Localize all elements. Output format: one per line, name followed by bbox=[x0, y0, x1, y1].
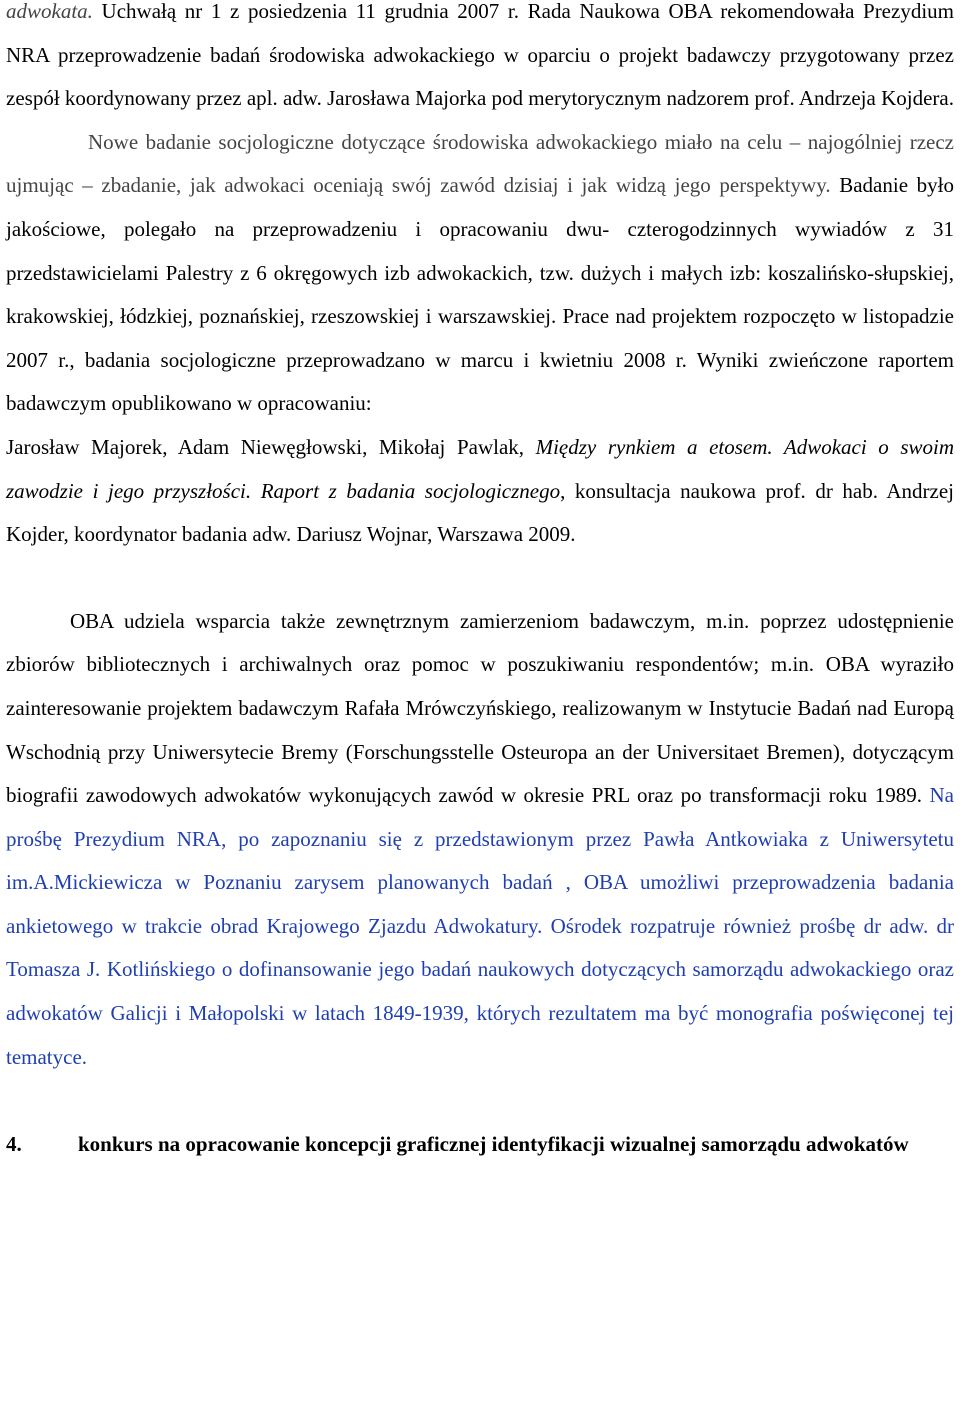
external-research-text: OBA udziela wsparcia także zewnętrznym zamierzeniom badawczym, m.in. poprzez udostępnienie zbiorów bibliotecznych i archiwalnych oraz pomoc w poszukiwaniu respondentów; m.in. OBA wyraziło zainteresowanie projektem badawczym Rafała Mrówczyńskiego, realizowanym w Instytucie Badań nad Europą Wschodnią przy Uniwersytecie Bremy (Forschungsstelle Osteuropa an der Universitaet Bremen), dotyczącym biografii zawodowych adwokatów wykonujących zawód w okresie PRL oraz po transformacji roku 1989. bbox=[6, 608, 954, 808]
section-title: konkurs na opracowanie koncepcji graficznej identyfikacji wizualnej samorządu adwokatów bbox=[78, 1132, 909, 1157]
document-page bbox=[6, 0, 954, 1167]
paragraph-oba-resolution bbox=[6, 0, 954, 121]
spacer bbox=[6, 557, 954, 600]
spacer bbox=[6, 1079, 954, 1123]
paragraph-external-research bbox=[6, 600, 954, 1080]
paragraph-publication-citation bbox=[6, 426, 954, 557]
paragraph-research-description bbox=[6, 121, 954, 426]
research-method-text: Badanie było jakościowe, polegało na przeprowadzeniu i opracowaniu dwu- czterogodzinnych wywiadów z 31 przedstawicielami Palestry z 6 okręgowych izb adwokackich, tzw. dużych i małych izb: koszalińsko-słupskiej, krakowskiej, łódzkiej, poznańskiej, rzeszowskiej i warszawskiej. Prace nad projektem rozpoczęto w listopadzie 2007 r., badania socjologiczne przeprowadzano w marcu i kwietniu 2008 r. Wyniki zwieńczone raportem badawczym opublikowano w opracowaniu: bbox=[6, 173, 954, 416]
resolution-text: Uchwałą nr 1 z posiedzenia 11 grudnia 2007 r. Rada Naukowa OBA rekomendowała Prezydium NRA przeprowadzenie badań środowiska adwokackiego w oparciu o projekt badawczy przygotowany przez zespół koordynowany przez apl. adw. Jarosława Majorka pod merytorycznym nadzorem prof. Andrzeja Kojdera. bbox=[6, 0, 954, 111]
citation-details: , konsultacja naukowa prof. dr hab. Andrzej Kojder, koordynator badania adw. Dariusz Wojnar, Warszawa 2009. bbox=[6, 478, 954, 547]
section-number: 4. bbox=[6, 1132, 22, 1157]
research-aim-text: Nowe badanie socjologiczne dotyczące środowiska adwokackiego miało na celu – najogólniej rzecz ujmując – zbadanie, jak adwokaci oceniają swój zawód dzisiaj i jak widzą jego perspektywy. bbox=[6, 129, 954, 198]
citation-title: Między rynkiem a etosem. Adwokaci o swoim zawodzie i jego przyszłości. bbox=[6, 434, 954, 503]
section-heading bbox=[6, 1123, 954, 1167]
italic-lead-word: adwokata. bbox=[6, 0, 93, 23]
external-research-blue-text: Na prośbę Prezydium NRA, po zapoznaniu się z przedstawionym przez Pawła Antkowiaka z Uniwersytetu im.A.Mickiewicza w Poznaniu zarysem planowanych badań , OBA umożliwi przeprowadzenia badania ankietowego w trakcie obrad Krajowego Zjazdu Adwokatury. Ośrodek rozpatruje również prośbę dr adw. dr Tomasza J. Kotlińskiego o dofinansowanie jego badań naukowych dotyczących samorządu adwokackiego oraz adwokatów Galicji i Małopolski w latach 1849-1939, których rezultatem ma być monografia poświęconej tej tematyce. bbox=[6, 783, 954, 1069]
citation-authors: Jarosław Majorek, Adam Niewęgłowski, Mikołaj Pawlak, bbox=[6, 434, 536, 459]
citation-subtitle: Raport z badania socjologicznego bbox=[260, 478, 561, 503]
